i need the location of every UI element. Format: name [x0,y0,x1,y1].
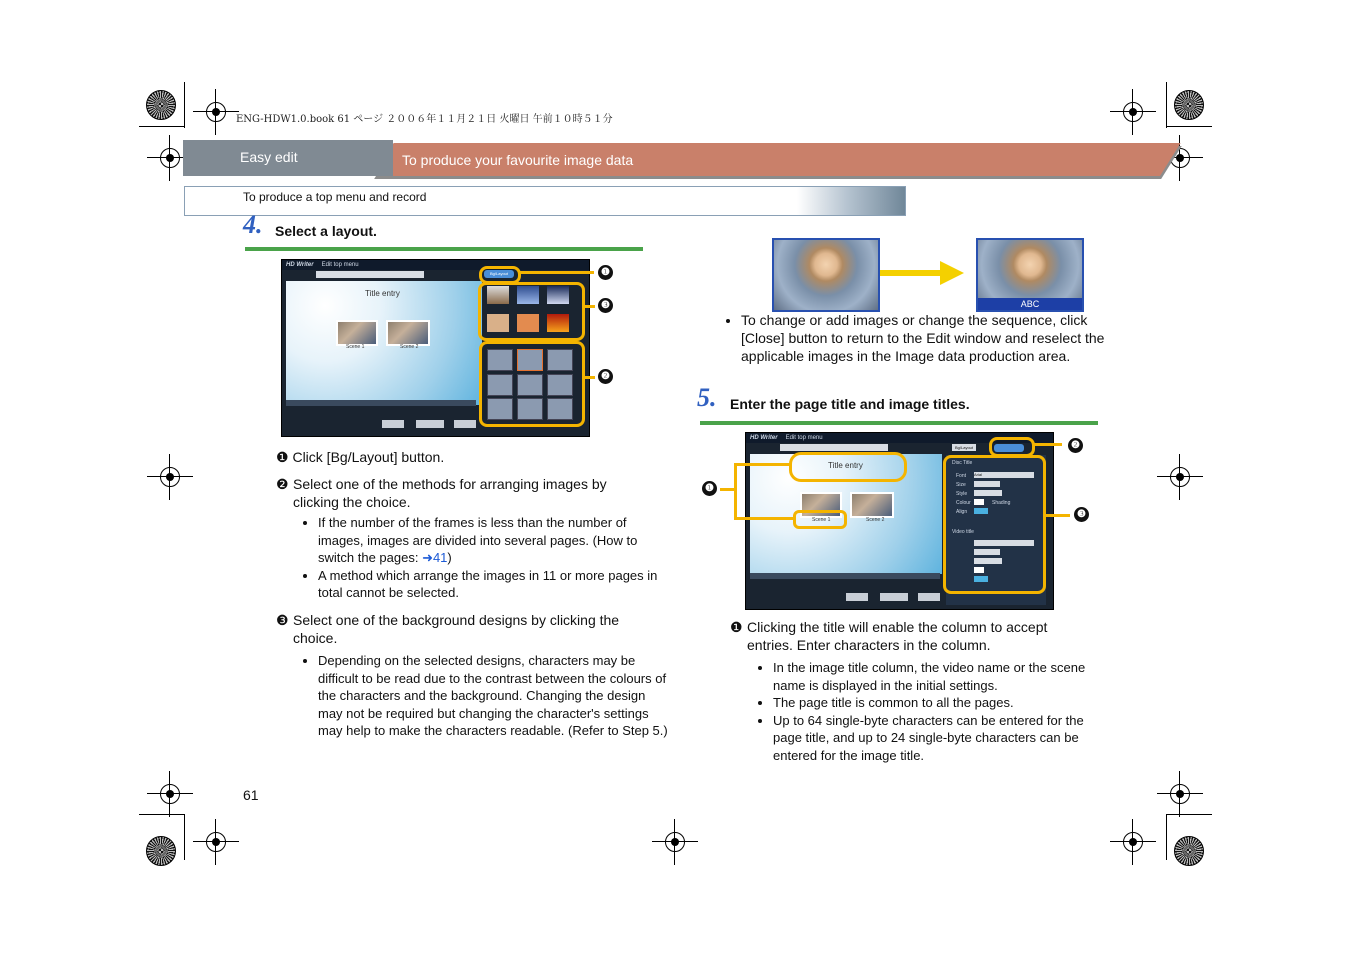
step5-item-1 [730,618,1094,654]
crosshair-icon [1167,781,1193,807]
step5-rule [700,421,1098,425]
timeline-bar[interactable] [750,573,940,579]
step4-item-2 [276,475,646,511]
action-button[interactable] [880,593,908,601]
callout-leader-1 [734,463,737,520]
bullet: • The page title is common to all the pages. [773,694,1115,712]
crop-mark [1166,126,1212,127]
page-link[interactable]: ➜41 [422,550,448,565]
step4-item-1 [276,448,646,466]
bullet: • A method which arrange the images in 11 or more pages in total cannot be selected. [318,567,668,602]
item-marker: ❶ [730,619,743,635]
bullet: • Up to 64 single-byte characters can be entered for the page title, and up to 24 single-byte characters can be entered for the image title. [773,712,1115,765]
item-text: Select one of the background designs by clicking the choice. [293,612,620,646]
crop-mark [1166,814,1167,860]
settings-button[interactable] [382,420,404,428]
item-text: Clicking the title will enable the column to accept entries. Enter characters in the column. [747,619,1048,653]
thumb-label[interactable]: Scene 2 [866,517,885,523]
callout-leader-1 [518,271,594,274]
callout-number: ❸ [1074,507,1089,522]
crosshair-icon [157,145,183,171]
arrow-head-icon [940,261,964,285]
item-text: Select one of the methods for arranging images by clicking the choice. [293,476,607,510]
registration-sun-icon [1174,90,1204,120]
section-tab [183,140,393,176]
panel-section-label: Video title [952,529,974,535]
step5-number: 5. [697,383,717,412]
callout-frame-1b [793,510,847,529]
callout-number: ❷ [598,369,613,384]
callout-number: ❷ [1068,438,1083,453]
topic-tab-label: To produce your favourite image data [402,152,634,168]
crop-mark [1166,82,1167,128]
crop-mark [184,814,185,860]
app-titlebar: HD Writer Edit top menu [746,433,1053,443]
callout-number: ❸ [598,298,613,313]
registration-sun-icon [146,90,176,120]
callout-leader-2 [583,376,595,379]
callout-leader-2 [1032,443,1062,446]
panel-row-label: Colour [956,500,971,506]
crosshair-icon [157,781,183,807]
shading-label: Shading [992,500,1011,506]
crop-mark [139,814,185,815]
panel-row-label: Style [956,491,968,497]
scene-thumbnail[interactable] [386,320,430,346]
step4-number: 4. [243,210,263,239]
right-top-bullets [724,311,1111,365]
crosshair-icon [157,464,183,490]
callout-frame-3 [478,282,585,341]
thumb-label: Scene 2 [400,344,419,350]
callout-number: ❶ [702,481,717,496]
callout-leader-1 [734,463,792,466]
item-text: Click [Bg/Layout] button. [292,449,445,465]
bullet: • In the image title column, the video name or the scene name is displayed in the initial settings. [773,659,1115,694]
panel-section-label: Disc Title [952,460,973,466]
crosshair-icon [203,99,229,125]
photo-title-strip: ABC [978,298,1082,310]
callout-frame-2 [989,437,1035,457]
canvas-title[interactable]: Title entry [828,461,863,470]
section-tab-label: Easy edit [240,149,298,165]
crosshair-icon [662,829,688,855]
scene-thumbnail[interactable] [336,320,378,346]
callout-frame-1a [789,452,907,482]
bg-layout-button[interactable]: Bg/Layout [952,444,976,451]
thumb-label[interactable]: Scene 1 [812,517,831,523]
scene-thumbnail[interactable] [850,492,894,518]
item-marker: ❷ [276,476,289,492]
close-button[interactable] [454,420,476,428]
item-marker: ❶ [276,449,289,465]
font-select[interactable]: Arial [974,472,1034,478]
step4-item-3 [276,611,652,647]
photo-after [976,238,1084,312]
page-number: 61 [243,787,259,803]
crop-mark [139,126,185,127]
step5-item-1-bullets [755,659,1115,764]
crosshair-icon [203,829,229,855]
bg-layout-button[interactable]: Bg/Layout [484,270,514,278]
panel-row-label: Font [956,473,967,479]
crop-mark [184,82,185,128]
bullet: • To change or add images or change the sequence, click [Close] button to return to the Edit window and reselect the applicable images in the Image data production area. [741,311,1111,365]
crosshair-icon [1120,99,1146,125]
close-button[interactable] [918,593,940,601]
action-button[interactable] [416,420,444,428]
callout-number: ❶ [598,265,613,280]
step4-rule [245,247,643,251]
callout-leader-1 [720,488,736,491]
registration-sun-icon [1174,836,1204,866]
callout-frame-3 [943,455,1046,594]
level-dropdown[interactable] [780,444,888,451]
photo-before [772,238,880,312]
bullet: • If the number of the frames is less than the number of images, images are divided into several pages. (How to switch the pages: ➜41) [318,514,668,567]
level-dropdown[interactable] [316,271,424,278]
arrow-right-icon [880,270,940,276]
step4-item-3-bullets [300,652,672,740]
step4-item-2-bullets [300,514,668,602]
settings-button[interactable] [846,593,868,601]
registration-sun-icon [146,836,176,866]
callout-leader-3 [583,305,595,308]
crop-mark [1166,814,1212,815]
app-titlebar: HD Writer Edit top menu [282,260,589,270]
print-header: ENG-HDW1.0.book 61 ページ ２００６年１１月２１日 火曜日 午前１０時５１分 [236,114,613,125]
callout-frame-2 [479,341,585,427]
step4-title: Select a layout. [275,223,377,239]
canvas-title[interactable]: Title entry [365,289,400,298]
panel-row-label: Size [956,482,966,488]
crosshair-icon [1167,464,1193,490]
panel-row-label: Align [956,509,968,515]
timeline-bar[interactable] [286,400,476,406]
step5-title: Enter the page title and image titles. [730,396,970,412]
thumb-label: Scene 1 [346,344,365,350]
item-marker: ❸ [276,612,289,628]
bullet: • Depending on the selected designs, characters may be difficult to be read due to the contrast between the colours of the characters and the background. Changing the design may not be required but changing the character's settings may help to make the characters readable. (Refer to Step 5.) [318,652,672,740]
callout-leader-3 [1044,514,1070,517]
crosshair-icon [1120,829,1146,855]
menu-preview-canvas [286,281,482,405]
callout-leader-1 [734,517,796,520]
subheading: To produce a top menu and record [243,190,427,204]
